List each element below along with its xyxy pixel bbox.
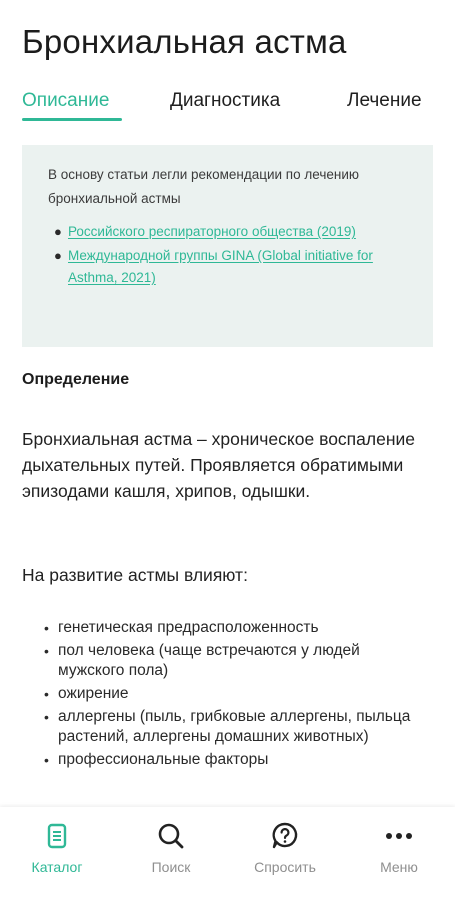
factor-text: ожирение (58, 685, 129, 702)
list-item (40, 707, 420, 747)
list-item (40, 618, 420, 638)
tab-bar (0, 86, 455, 126)
bullet: • (44, 709, 49, 725)
bullet: • (44, 752, 49, 768)
factors-list (40, 618, 420, 773)
recommendations-infobox (22, 145, 433, 347)
list-item (54, 245, 409, 289)
nav-label: Каталог (31, 859, 83, 875)
search-icon (156, 821, 186, 851)
list-item (40, 641, 420, 681)
list-item (40, 750, 420, 770)
bullet: ● (54, 224, 62, 239)
link-russian-respiratory-society[interactable]: Российского респираторного общества (2019) (68, 224, 356, 239)
nav-catalog[interactable] (2, 807, 112, 900)
tab-treatment[interactable]: Лечение (347, 90, 422, 111)
nav-label: Поиск (151, 859, 191, 875)
nav-menu[interactable] (344, 807, 454, 900)
factor-text: генетическая предрасположенность (58, 619, 319, 636)
nav-ask[interactable] (230, 807, 340, 900)
factor-text: профессиональные факторы (58, 751, 269, 768)
factor-text: пол человека (чаще встречаются у людей мужского пола) (58, 642, 360, 679)
nav-label: Меню (380, 859, 418, 875)
active-tab-indicator (22, 118, 122, 121)
link-gina[interactable]: Международной группы GINA (Global initiative for Asthma, 2021) (68, 248, 373, 285)
section-heading-definition: Определение (22, 371, 130, 388)
ask-question-icon (270, 821, 300, 851)
bullet: • (44, 620, 49, 636)
tab-diagnostics[interactable]: Диагностика (170, 90, 281, 111)
list-item (40, 684, 420, 704)
more-dots-icon (384, 821, 414, 851)
bullet: • (44, 643, 49, 659)
tab-description[interactable]: Описание (22, 90, 110, 111)
catalog-icon (42, 821, 72, 851)
factor-text: аллергены (пыль, грибковые аллергены, пыльца растений, аллергены домашних животных) (58, 708, 411, 745)
bullet: ● (54, 248, 62, 263)
nav-label: Спросить (254, 859, 316, 875)
bullet: • (44, 686, 49, 702)
recommendations-list (48, 221, 409, 289)
list-item (54, 221, 409, 243)
infobox-intro: В основу статьи легли рекомендации по лечению бронхиальной астмы (48, 167, 359, 206)
bottom-navigation (0, 807, 455, 900)
definition-paragraph: Бронхиальная астма – хроническое воспаление дыхательных путей. Проявляется обратимыми эпизодами кашля, хрипов, одышки. (22, 429, 415, 501)
nav-search[interactable] (116, 807, 226, 900)
page-title: Бронхиальная астма (22, 23, 347, 60)
factors-intro: На развитие астмы влияют: (22, 565, 248, 585)
